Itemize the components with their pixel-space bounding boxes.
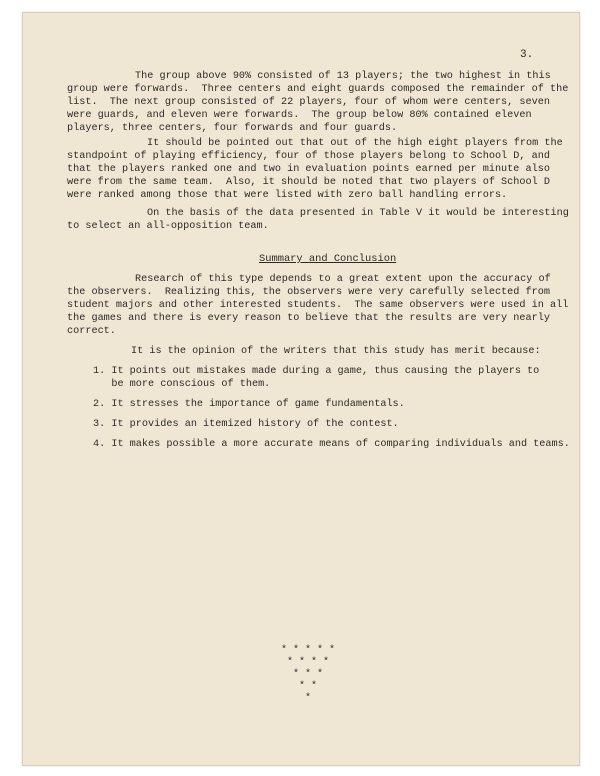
text-line: standpoint of playing efficiency, four of those players belong to School D, and (67, 151, 550, 162)
text-line: were guards, and eleven were forwards. The group below 80% contained eleven (67, 110, 532, 121)
text-line: the games and there is every reason to believe that the results are very nearly (67, 313, 550, 324)
star-row: * * * * * (280, 645, 335, 656)
list-item-continuation: be more conscious of them. (93, 379, 271, 390)
star-row: * * * * (286, 657, 329, 668)
text-line: that the players ranked one and two in evaluation points earned per minute also (67, 164, 550, 175)
text-line: group were forwards. Three centers and eight guards composed the remainder of the (67, 84, 569, 95)
merit-intro: It is the opinion of the writers that this study has merit because: (131, 346, 541, 357)
text-line: players, three centers, four forwards and four guards. (67, 123, 398, 134)
text-line: student majors and other interested students. The same observers were used in all (67, 300, 569, 311)
text-line: list. The next group consisted of 22 players, four of whom were centers, seven (67, 97, 550, 108)
text-line: were ranked among those that were listed with zero ball handling errors. (67, 190, 508, 201)
star-row: * (304, 693, 311, 704)
list-item: 4. It makes possible a more accurate means of comparing individuals and teams. (93, 439, 570, 450)
star-row: * * * (292, 669, 323, 680)
list-item: 2. It stresses the importance of game fundamentals. (93, 399, 405, 410)
list-item: 1. It points out mistakes made during a game, thus causing the players to (93, 366, 540, 377)
text-line: It should be pointed out that out of the high eight players from the (147, 138, 563, 149)
text-line: Research of this type depends to a great extent upon the accuracy of (135, 274, 551, 285)
text-line: On the basis of the data presented in Table V it would be interesting (147, 208, 569, 219)
list-item: 3. It provides an itemized history of the contest. (93, 419, 399, 430)
star-row: * * (298, 681, 317, 692)
document-page (22, 12, 580, 766)
text-line: to select an all-opposition team. (67, 221, 269, 232)
text-line: the observers. Realizing this, the observers were very carefully selected from (67, 287, 550, 298)
section-heading: Summary and Conclusion (259, 253, 397, 265)
text-line: correct. (67, 326, 116, 337)
text-line: were from the same team. Also, it should be noted that two players of School D (67, 177, 550, 188)
text-line: The group above 90% consisted of 13 players; the two highest in this (135, 71, 551, 82)
page-number: 3. (520, 49, 534, 61)
